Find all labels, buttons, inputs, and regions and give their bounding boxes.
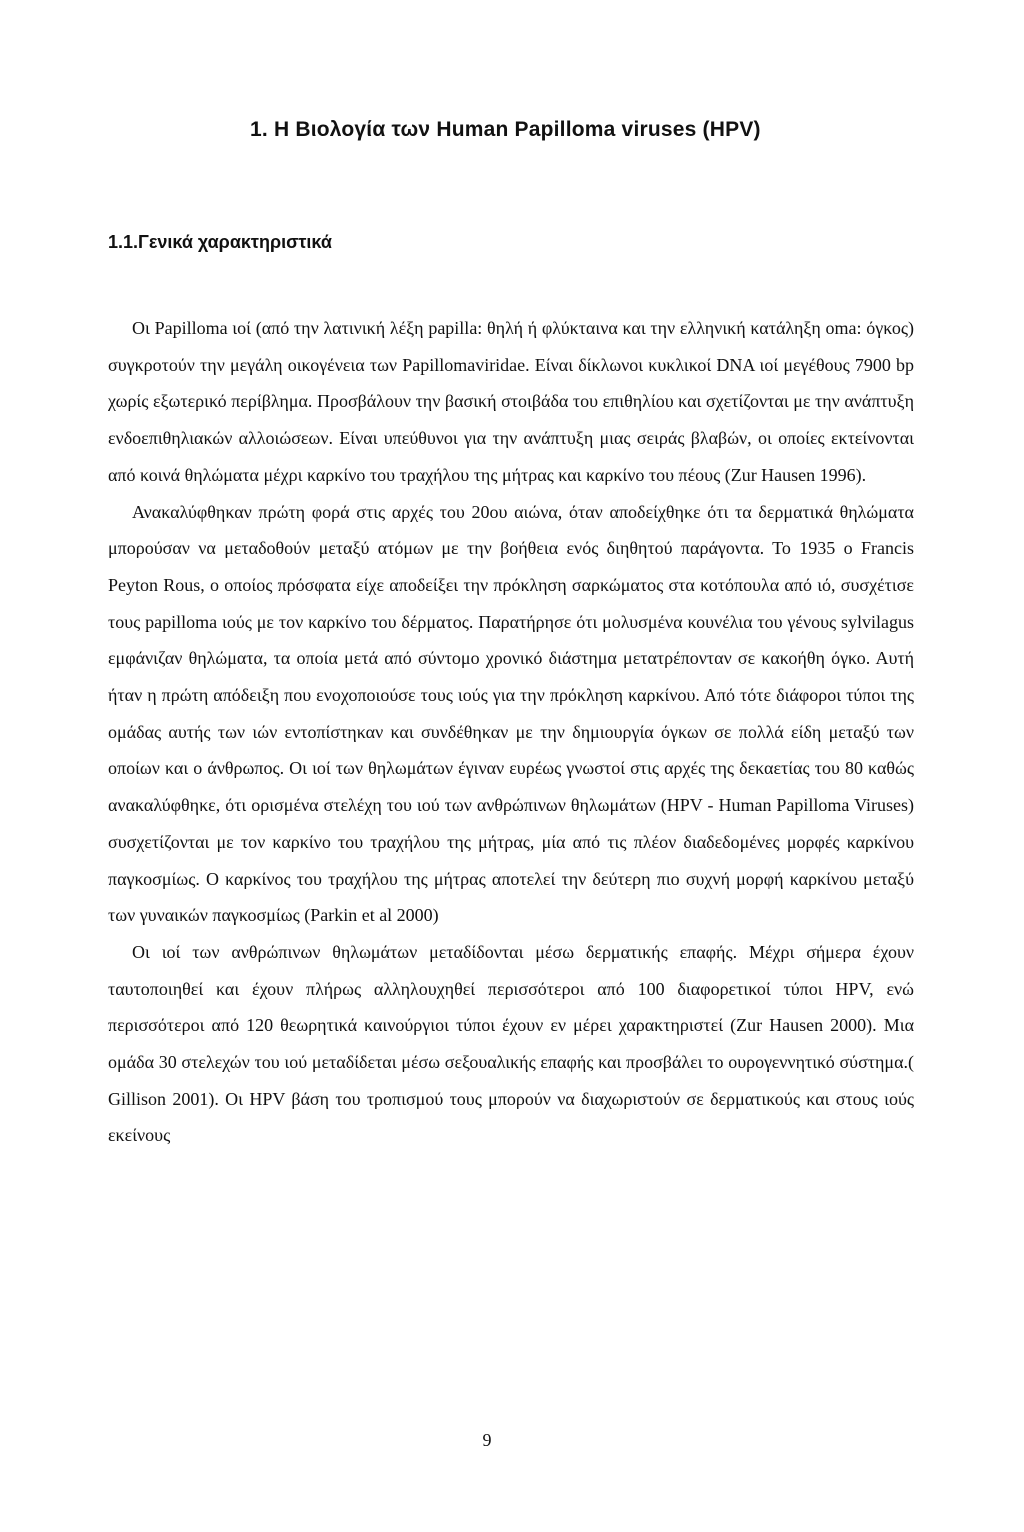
paragraph-2: Ανακαλύφθηκαν πρώτη φορά στις αρχές του 20ου αιώνα, όταν αποδείχθηκε ότι τα δερματικά θηλώματα μπορούσαν να μεταδοθούν μεταξύ ατόμων με την βοήθεια ενός διηθητού παράγοντα. Το 1935 ο Francis Peyton Rous, ο οποίος πρόσφατα είχε αποδείξει την πρόκληση σαρκώματος στα κοτόπουλα από ιό, συσχέτισε τους papilloma ιούς με τον καρκίνο του δέρματος. Παρατήρησε ότι μολυσμένα κουνέλια του γένους sylvilagus εμφάνιζαν θηλώματα, τα οποία μετά από σύντομο χρονικό διάστημα μετατρέπονταν σε κακοήθη όγκο. Αυτή ήταν η πρώτη απόδειξη που ενοχοποιούσε τους ιούς για την πρόκληση καρκίνου. Από τότε διάφοροι τύποι της ομάδας αυτής των ιών εντοπίστηκαν και συνδέθηκαν με την δημιουργία όγκων σε πολλά είδη μεταξύ των οποίων και ο άνθρωπος. Οι ιοί των θηλωμάτων έγιναν ευρέως γνωστοί στις αρχές της δεκαετίας του 80 καθώς ανακαλύφθηκε, ότι ορισμένα στελέχη του ιού των ανθρώπινων θηλωμάτων (HPV - Human Papilloma Viruses) συσχετίζονται με τον καρκίνο του τραχήλου της μήτρας, μία από τις πλέον διαδεδομένες μορφές καρκίνου παγκοσμίως. Ο καρκίνος του τραχήλου της μήτρας αποτελεί την δεύτερη πιο συχνή μορφή καρκίνου μεταξύ των γυναικών παγκοσμίως (Parkin et al 2000) <box>108 501 914 926</box>
page-number: 9 <box>482 1430 492 1450</box>
section-title: 1.1.Γενικά χαρακτηριστικά <box>108 232 332 252</box>
chapter-title: 1. Η Βιολογία των Human Papilloma viruses (HPV) <box>250 118 761 141</box>
paragraph-1: Οι Papilloma ιοί (από την λατινική λέξη papilla: θηλή ή φλύκταινα και την ελληνική κατάληξη oma: όγκος) συγκροτούν την μεγάλη οικογένεια των Papillomaviridae. Είναι δίκλωνοι κυκλικοί DNA ιοί μεγέθους 7900 bp χωρίς εξωτερικό περίβλημα. Προσβάλουν την βασική στοιβάδα του επιθηλίου και σχετίζονται με την ανάπτυξη ενδοεπιθηλιακών αλλοιώσεων. Είναι υπεύθυνοι για την ανάπτυξη μιας σειράς βλαβών, οι οποίες εκτείνονται από κοινά θηλώματα μέχρι καρκίνο του τραχήλου της μήτρας και καρκίνο του πέους (Zur Hausen 1996). <box>108 318 914 485</box>
body-text <box>108 310 914 1154</box>
paragraph-3: Οι ιοί των ανθρώπινων θηλωμάτων μεταδίδονται μέσω δερματικής επαφής. Μέχρι σήμερα έχουν ταυτοποιηθεί και έχουν πλήρως αλληλουχηθεί περισσότεροι από 100 διαφορετικοί τύποι HPV, ενώ περισσότεροι από 120 θεωρητικά καινούργιοι τύποι έχουν εν μέρει χαρακτηριστεί (Zur Hausen 2000). Μια ομάδα 30 στελεχών του ιού μεταδίδεται μέσω σεξουαλικής επαφής και προσβάλει το ουρογεννητικό σύστημα.( Gillison 2001). Οι HPV βάση του τροπισμού τους μπορούν να διαχωριστούν σε δερματικούς και στους ιούς εκείνους <box>108 941 914 1146</box>
